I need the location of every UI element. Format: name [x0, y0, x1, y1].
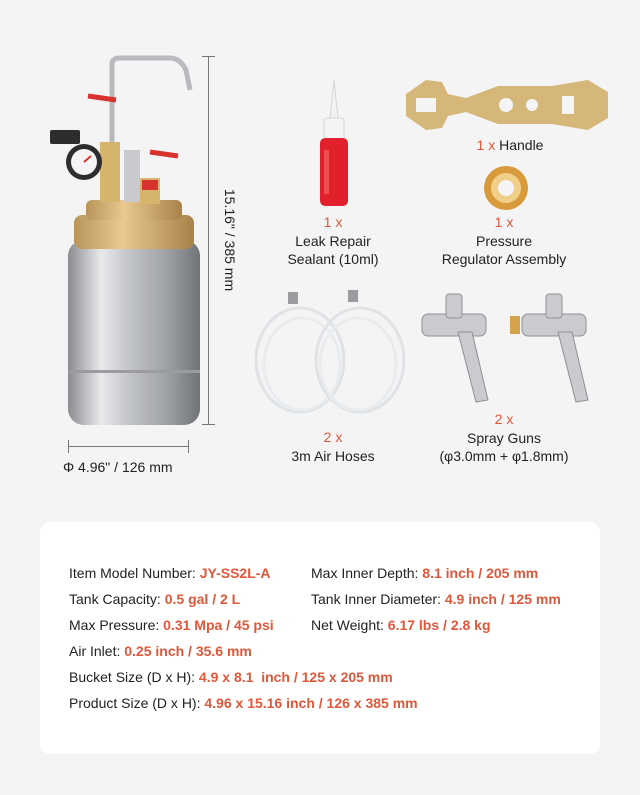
- spec-pressure-label: Max Pressure:: [69, 617, 160, 633]
- spec-depth: [311, 565, 538, 581]
- spec-model-value: JY-SS2L-A: [199, 565, 271, 581]
- spec-diameter-value: 4.9 inch / 125 mm: [444, 591, 561, 607]
- spec-diameter-label: Tank Inner Diameter:: [311, 591, 441, 607]
- spec-depth-value: 8.1 inch / 205 mm: [422, 565, 539, 581]
- spray-guns-image: [418, 292, 608, 412]
- spec-model: [69, 565, 271, 581]
- spec-bucket-label: Bucket Size (D x H):: [69, 669, 196, 685]
- handle-label: [420, 136, 600, 154]
- sealant-name-line1: Leak Repair: [295, 233, 371, 249]
- spec-weight: [311, 617, 491, 633]
- diameter-dimension-tick-right: [188, 440, 189, 453]
- spec-product-value: 4.96 x 15.16 inch / 126 x 385 mm: [204, 695, 418, 711]
- handle-quantity: 1 x: [476, 137, 496, 153]
- handle-name: Handle: [499, 137, 544, 153]
- regulator-name-line1: Pressure: [475, 233, 533, 249]
- guns-name-line1: Spray Guns: [467, 430, 541, 446]
- sealant-name-line2: Sealant (10ml): [287, 251, 379, 267]
- hoses-name: 3m Air Hoses: [291, 448, 375, 464]
- height-dimension-line: [208, 56, 209, 424]
- spec-depth-label: Max Inner Depth:: [311, 565, 419, 581]
- spec-weight-label: Net Weight:: [311, 617, 384, 633]
- diameter-dimension-label: Φ 4.96" / 126 mm: [63, 459, 173, 475]
- spec-capacity: [69, 591, 240, 607]
- diameter-dimension-tick-left: [68, 440, 69, 453]
- spec-card: [40, 522, 600, 754]
- spec-bucket-value: 4.9 x 8.1 inch / 125 x 205 mm: [198, 669, 393, 685]
- handle-wrench-image: [402, 76, 612, 134]
- sealant-quantity: 1 x: [323, 214, 343, 230]
- regulator-name-line2: Regulator Assembly: [441, 251, 567, 267]
- height-dimension-tick-top: [202, 56, 215, 57]
- spec-pressure-value: 0.31 Mpa / 45 psi: [163, 617, 274, 633]
- regulator-washer-image: [482, 164, 530, 212]
- spec-pressure: [69, 617, 274, 633]
- sealant-bottle-image: [312, 78, 356, 208]
- spec-inlet-value: 0.25 inch / 35.6 mm: [124, 643, 252, 659]
- spec-inlet-label: Air Inlet:: [69, 643, 121, 659]
- spec-capacity-value: 0.5 gal / 2 L: [164, 591, 241, 607]
- spec-bucket: [69, 669, 393, 685]
- air-hoses-image: [250, 286, 410, 426]
- spec-weight-value: 6.17 lbs / 2.8 kg: [387, 617, 491, 633]
- pressure-tank-image: [40, 50, 230, 440]
- spec-product-label: Product Size (D x H):: [69, 695, 201, 711]
- spec-model-label: Item Model Number:: [69, 565, 196, 581]
- diameter-dimension-line: [68, 446, 188, 447]
- height-dimension-tick-bottom: [202, 424, 215, 425]
- spec-inlet: [69, 643, 252, 659]
- spec-capacity-label: Tank Capacity:: [69, 591, 161, 607]
- height-dimension-label: 15.16" / 385 mm: [222, 188, 238, 292]
- guns-quantity: 2 x: [494, 411, 514, 427]
- spec-diameter: [311, 591, 561, 607]
- spec-product: [69, 695, 418, 711]
- regulator-quantity: 1 x: [494, 214, 514, 230]
- guns-name-line2: (φ3.0mm + φ1.8mm): [439, 448, 569, 464]
- hoses-quantity: 2 x: [323, 429, 343, 445]
